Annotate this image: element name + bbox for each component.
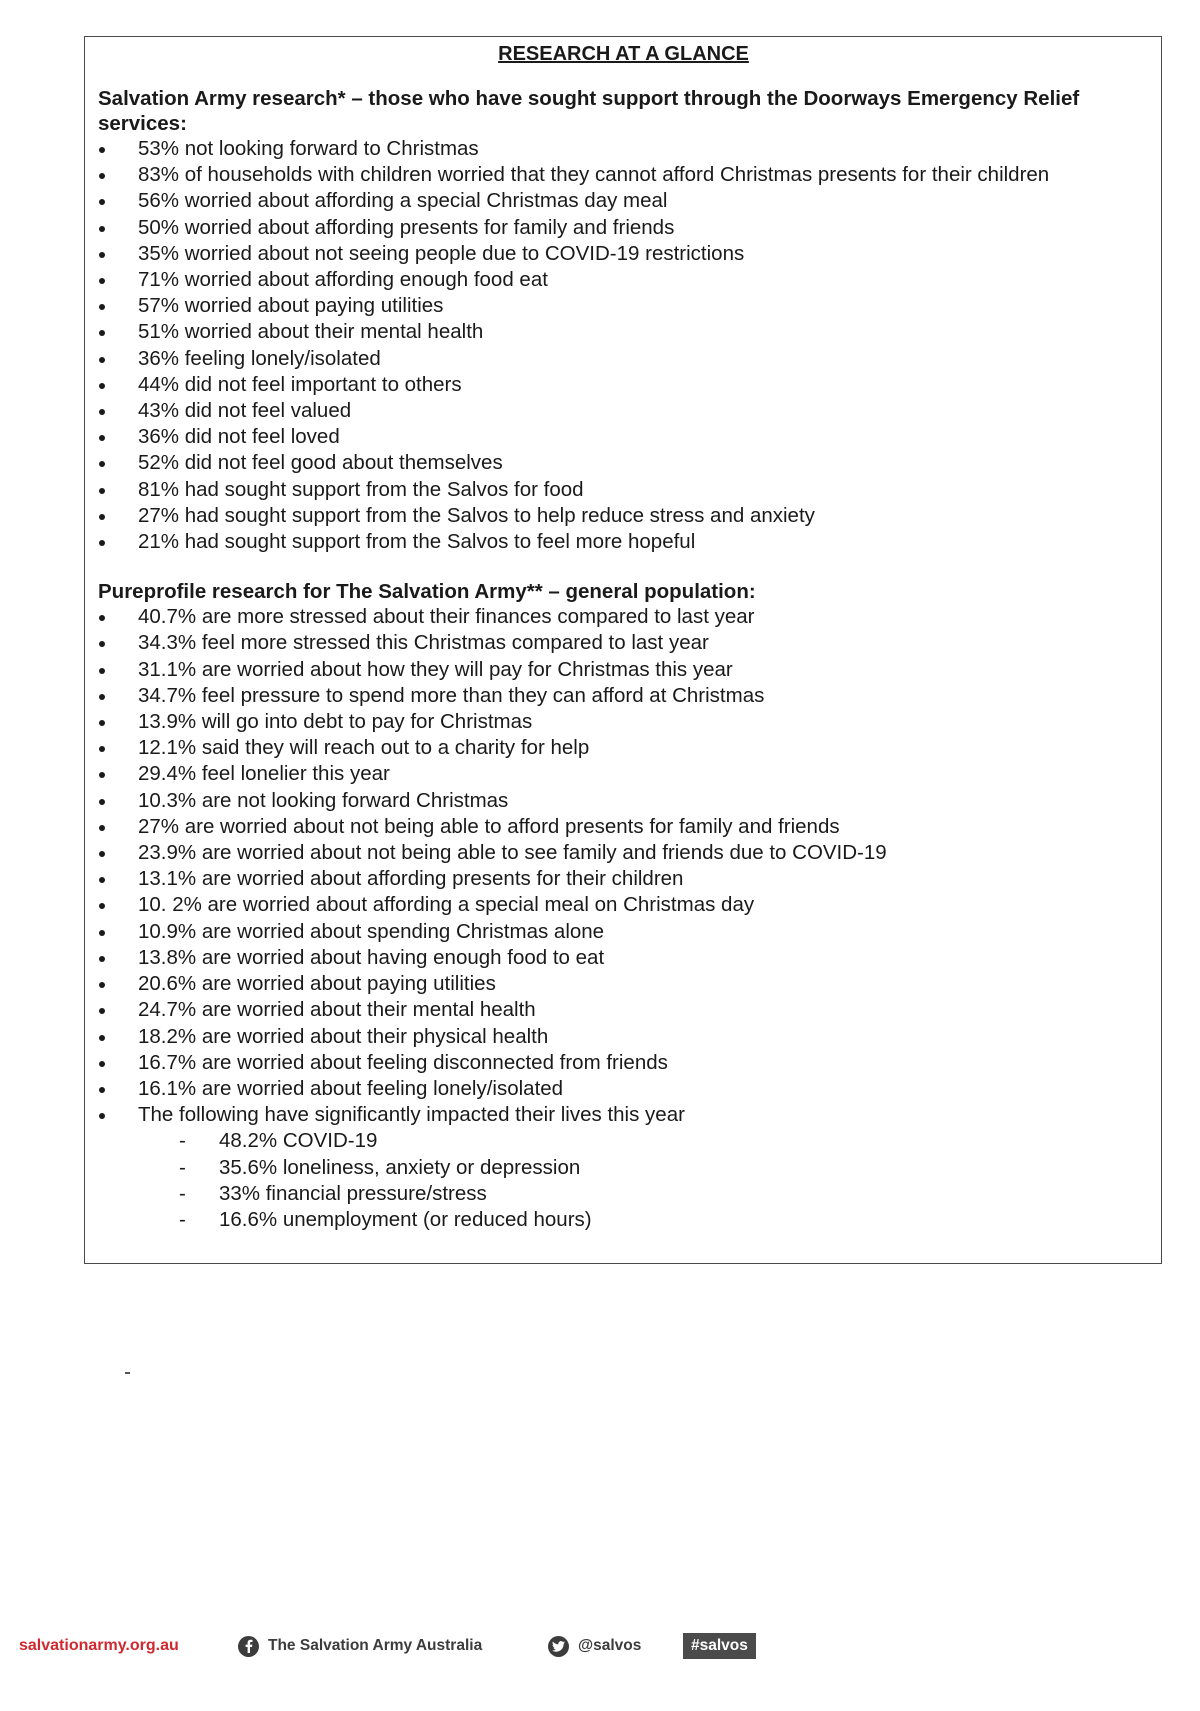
bullet-dot-icon bbox=[99, 435, 105, 441]
list-item bbox=[98, 657, 1149, 683]
sub-list-item bbox=[98, 1128, 1149, 1154]
bullet-dot-icon bbox=[99, 304, 105, 310]
list-item-text: 10. 2% are worried about affording a special meal on Christmas day bbox=[138, 893, 755, 917]
list-item-text: 81% had sought support from the Salvos for food bbox=[138, 477, 584, 501]
list-item-text: 13.1% are worried about affording presents for their children bbox=[138, 867, 684, 891]
list-item bbox=[98, 162, 1149, 188]
list-item bbox=[98, 919, 1149, 945]
list-item bbox=[98, 450, 1149, 476]
page-title: RESEARCH AT A GLANCE bbox=[498, 43, 749, 65]
list-item bbox=[98, 188, 1149, 214]
list-item bbox=[98, 1024, 1149, 1050]
bullet-dot-icon bbox=[99, 746, 105, 752]
list-item bbox=[98, 215, 1149, 241]
bullet-dot-icon bbox=[99, 199, 105, 205]
list-item-text: 27% had sought support from the Salvos to help reduce stress and anxiety bbox=[138, 503, 815, 527]
bullet-dot-icon bbox=[99, 357, 105, 363]
list-item-text: 52% did not feel good about themselves bbox=[138, 451, 503, 475]
list-item bbox=[98, 709, 1149, 735]
sub-list-item bbox=[98, 1181, 1149, 1207]
bullet-dot-icon bbox=[99, 615, 105, 621]
list-item bbox=[98, 788, 1149, 814]
list-item bbox=[98, 529, 1149, 555]
facebook-label: The Salvation Army Australia bbox=[268, 1637, 483, 1654]
sub-list-item bbox=[98, 1155, 1149, 1181]
list-item bbox=[98, 503, 1149, 529]
list-item-text: 16.1% are worried about feeling lonely/isolated bbox=[138, 1076, 564, 1100]
list-item bbox=[98, 1076, 1149, 1102]
bullet-dot-icon bbox=[99, 720, 105, 726]
bullet-dot-icon bbox=[99, 1061, 105, 1067]
list-item-text: 18.2% are worried about their physical health bbox=[138, 1024, 549, 1048]
bullet-dot-icon bbox=[99, 173, 105, 179]
bullet-dot-icon bbox=[99, 903, 105, 909]
bullet-dot-icon bbox=[99, 330, 105, 336]
list-item-text: 83% of households with children worried that they cannot afford Christmas presents for their children bbox=[138, 163, 1050, 187]
list-item bbox=[98, 136, 1149, 162]
bullet-dot-icon bbox=[99, 982, 105, 988]
footer bbox=[0, 1630, 1200, 1662]
facebook-icon bbox=[238, 1636, 259, 1657]
list-item-text: 51% worried about their mental health bbox=[138, 320, 484, 344]
list-item-text: 40.7% are more stressed about their finances compared to last year bbox=[138, 605, 755, 629]
list-item bbox=[98, 398, 1149, 424]
list-item bbox=[98, 1050, 1149, 1076]
bullet-dot-icon bbox=[99, 1113, 105, 1119]
sub-list-item-text: 16.6% unemployment (or reduced hours) bbox=[219, 1207, 592, 1231]
list-item-text: 34.3% feel more stressed this Christmas compared to last year bbox=[138, 631, 709, 655]
list-item bbox=[98, 630, 1149, 656]
bullet-dot-icon bbox=[99, 641, 105, 647]
list-item bbox=[98, 604, 1149, 630]
list-item bbox=[98, 840, 1149, 866]
list-item bbox=[98, 372, 1149, 398]
list-item bbox=[98, 319, 1149, 345]
list-item-text: 34.7% feel pressure to spend more than they can afford at Christmas bbox=[138, 683, 765, 707]
bullet-dot-icon bbox=[99, 694, 105, 700]
list-item-text: 16.7% are worried about feeling disconnected from friends bbox=[138, 1050, 668, 1074]
list-item-text: 10.3% are not looking forward Christmas bbox=[138, 788, 509, 812]
list-item bbox=[98, 683, 1149, 709]
list-item-text: 53% not looking forward to Christmas bbox=[138, 137, 479, 160]
list-item bbox=[98, 892, 1149, 918]
list-item-text: 56% worried about affording a special Christmas day meal bbox=[138, 189, 668, 213]
list-item-text: 35% worried about not seeing people due to COVID-19 restrictions bbox=[138, 241, 745, 265]
bullet-dot-icon bbox=[99, 488, 105, 494]
bullet-dot-icon bbox=[99, 409, 105, 415]
bullet-dot-icon bbox=[99, 956, 105, 962]
bullet-dot-icon bbox=[99, 252, 105, 258]
list-item bbox=[98, 735, 1149, 761]
sub-list-marker: - bbox=[179, 1207, 186, 1231]
bullet-dot-icon bbox=[99, 1008, 105, 1014]
sub-list-marker: - bbox=[179, 1155, 186, 1179]
section-gap bbox=[98, 555, 1149, 579]
bullet-dot-icon bbox=[99, 514, 105, 520]
bullet-dot-icon bbox=[99, 278, 105, 284]
list-item bbox=[98, 997, 1149, 1023]
list-item bbox=[98, 1102, 1149, 1128]
bullet-dot-icon bbox=[99, 1087, 105, 1093]
sub-list-item-text: 35.6% loneliness, anxiety or depression bbox=[219, 1155, 581, 1179]
bullet-dot-icon bbox=[99, 799, 105, 805]
bullet-dot-icon bbox=[99, 461, 105, 467]
bullet-dot-icon bbox=[99, 147, 105, 153]
footer-twitter[interactable] bbox=[548, 1634, 641, 1658]
twitter-label: @salvos bbox=[578, 1637, 642, 1654]
bullet-dot-icon bbox=[99, 877, 105, 883]
list-item bbox=[98, 866, 1149, 892]
bullet-dot-icon bbox=[99, 226, 105, 232]
twitter-icon bbox=[548, 1636, 569, 1657]
list-item bbox=[98, 971, 1149, 997]
list-item bbox=[98, 424, 1149, 450]
list-item-text: 20.6% are worried about paying utilities bbox=[138, 972, 496, 996]
sub-list-item-text: 48.2% COVID-19 bbox=[219, 1129, 378, 1153]
sub-list-marker: - bbox=[179, 1181, 186, 1205]
list-item-text: 36% feeling lonely/isolated bbox=[138, 346, 381, 370]
list-item-text: 29.4% feel lonelier this year bbox=[138, 762, 390, 786]
bullet-dot-icon bbox=[99, 540, 105, 546]
bullet-dot-icon bbox=[99, 383, 105, 389]
list-item bbox=[98, 814, 1149, 840]
section2-sublist bbox=[98, 1128, 1149, 1233]
list-item-text: 44% did not feel important to others bbox=[138, 372, 462, 396]
list-item-text: 31.1% are worried about how they will pay for Christmas this year bbox=[138, 657, 733, 681]
bullet-dot-icon bbox=[99, 930, 105, 936]
list-item-text: 21% had sought support from the Salvos to feel more hopeful bbox=[138, 530, 696, 554]
section2-heading: Pureprofile research for The Salvation Army** – general population: bbox=[98, 580, 756, 604]
section2-list bbox=[98, 604, 1149, 1128]
list-item bbox=[98, 293, 1149, 319]
list-item-text: 57% worried about paying utilities bbox=[138, 294, 444, 318]
bullet-dot-icon bbox=[99, 1035, 105, 1041]
bullet-dot-icon bbox=[99, 851, 105, 857]
list-item-text: 13.9% will go into debt to pay for Christmas bbox=[138, 710, 533, 734]
list-item-text: 43% did not feel valued bbox=[138, 399, 352, 423]
list-item bbox=[98, 945, 1149, 971]
list-item-text: 27% are worried about not being able to afford presents for family and friends bbox=[138, 814, 840, 838]
bullet-dot-icon bbox=[99, 772, 105, 778]
list-item-text: 36% did not feel loved bbox=[138, 425, 340, 449]
list-item-text: The following have significantly impacted their lives this year bbox=[138, 1103, 685, 1127]
footer-website-link[interactable]: salvationarmy.org.au bbox=[19, 1637, 179, 1654]
list-item-text: 71% worried about affording enough food eat bbox=[138, 268, 548, 292]
bullet-dot-icon bbox=[99, 825, 105, 831]
list-item-text: 50% worried about affording presents for family and friends bbox=[138, 215, 675, 239]
section1-heading: Salvation Army research* – those who have sought support through the Doorways Emergency Relief services: bbox=[98, 87, 1080, 135]
sub-list-item bbox=[98, 1207, 1149, 1233]
stray-dash-mark bbox=[125, 1372, 130, 1374]
research-box bbox=[84, 36, 1162, 1264]
footer-facebook[interactable] bbox=[238, 1634, 482, 1658]
sub-list-marker: - bbox=[179, 1129, 186, 1153]
list-item-text: 23.9% are worried about not being able to see family and friends due to COVID-19 bbox=[138, 841, 887, 865]
list-item bbox=[98, 477, 1149, 503]
list-item-text: 13.8% are worried about having enough food to eat bbox=[138, 945, 605, 969]
list-item-text: 24.7% are worried about their mental health bbox=[138, 998, 536, 1022]
section1-list bbox=[98, 136, 1149, 555]
sub-list-item-text: 33% financial pressure/stress bbox=[219, 1181, 487, 1205]
list-item bbox=[98, 346, 1149, 372]
list-item bbox=[98, 267, 1149, 293]
list-item-text: 10.9% are worried about spending Christmas alone bbox=[138, 919, 605, 943]
bullet-dot-icon bbox=[99, 668, 105, 674]
list-item-text: 12.1% said they will reach out to a charity for help bbox=[138, 736, 590, 760]
hashtag-badge[interactable]: #salvos bbox=[683, 1633, 756, 1659]
list-item bbox=[98, 241, 1149, 267]
list-item bbox=[98, 761, 1149, 787]
